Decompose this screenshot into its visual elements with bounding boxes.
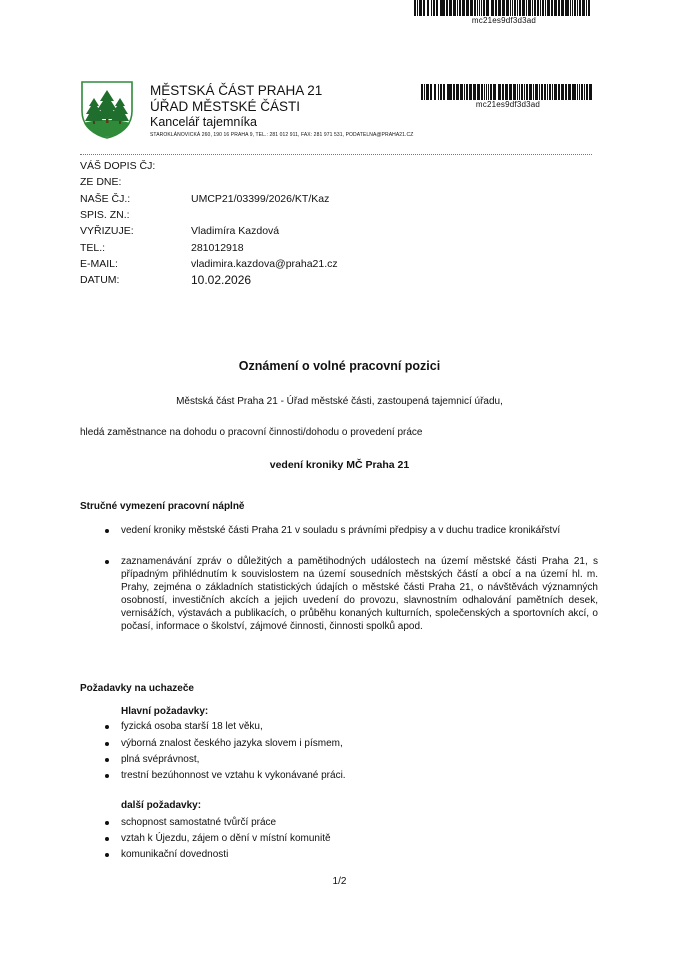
barcode-bar (517, 0, 518, 16)
barcode-bar (545, 0, 546, 16)
barcode-bar (561, 0, 564, 16)
barcode-bar (419, 0, 422, 16)
barcode-bar (510, 0, 511, 16)
barcode-bar (462, 0, 465, 16)
org-address: STAROKLÁNOVICKÁ 260, 190 16 PRAHA 9, TEL.: 281 012 911, FAX: 281 971 531, PODATELNA@PRAHA21.CZ (150, 132, 414, 138)
reference-label: TEL.: (80, 241, 106, 254)
reference-value: vladimira.kazdova@praha21.cz (191, 257, 338, 270)
page-number: 1/2 (332, 876, 347, 887)
requirement-item: fyzická osoba starší 18 let věku, (121, 721, 263, 732)
barcode-bar (581, 84, 583, 100)
barcode-bar (453, 0, 456, 16)
barcode-bar (477, 84, 480, 100)
duty-item: vedení kroniky městské části Praha 21 v souladu s právními předpisy a v duchu tradice kronikářství (121, 525, 561, 536)
barcode-bar (561, 84, 564, 100)
barcode-bar (542, 0, 544, 16)
barcode-bar (490, 84, 492, 100)
barcode-bar (586, 0, 587, 16)
top-barcode (414, 0, 594, 25)
requirement-item: trestní bezúhonnost ve vztahu k vykonávané práci. (121, 770, 346, 781)
barcode-bar (450, 84, 452, 100)
barcode-bar (526, 0, 527, 16)
barcode-bar (549, 84, 551, 100)
barcode-bar (513, 84, 516, 100)
section-duties-heading: Stručné vymezení pracovní náplně (80, 501, 245, 512)
barcode-bar (426, 84, 429, 100)
barcode-bar (443, 0, 445, 16)
barcode-bar (457, 0, 458, 16)
org-department: Kancelář tajemníka (150, 115, 258, 129)
section-requirements-heading: Požadavky na uchazeče (80, 683, 194, 694)
barcode-bar (466, 0, 469, 16)
header-barcode (421, 84, 595, 109)
municipal-logo (81, 81, 133, 144)
requirement-item: schopnost samostatné tvůrčí práce (121, 817, 277, 828)
barcode-bar (493, 84, 496, 100)
bullet-icon (105, 837, 109, 841)
header-divider (80, 154, 592, 155)
barcode-bar (573, 84, 576, 100)
bullet-icon (105, 560, 109, 564)
barcode-bar (495, 0, 497, 16)
barcode-bar (540, 0, 541, 16)
bullet-icon (105, 821, 109, 825)
reference-label: SPIS. ZN.: (80, 208, 130, 221)
barcode-bar (459, 0, 461, 16)
barcode-bar (517, 84, 518, 100)
duty-item: zaznamenávání zpráv o důležitých a pamětihodných událostech na území městské části Praha 21, s případným přihlédnutím k souvislostem na území sousedních městských částí a obcí a na území hl. m. Prahy, zejména o základních statistických údajích o městské části Praha 21, o návštěvách významných osobností, investičních akcích a jejich uvedení do provozu, slavnostním odhalování pamětních desek, vernisážích, výstavách a publikacích, o průběhu konaných kulturních, společenských a sportovních akcí, o počasí, informace o školství, zájmové činnosti, činnosti spolků apod. (121, 556, 598, 632)
barcode-bar (431, 0, 432, 16)
barcode-bar (522, 0, 525, 16)
barcode-bar (532, 0, 533, 16)
barcode-bar (506, 0, 509, 16)
other-requirements-heading: další požadavky: (121, 800, 202, 811)
barcode-bar (427, 0, 429, 16)
barcode-bar (579, 84, 580, 100)
barcode-bar (470, 0, 473, 16)
barcode-bar (483, 0, 485, 16)
barcode-bar (430, 84, 432, 100)
barcode-bar (492, 0, 494, 16)
seeking-text: hledá zaměstnance na dohodu o pracovní činnosti/dohodu o provedení práce (80, 427, 423, 438)
barcode-number: mc21es9df3d3ad (475, 100, 541, 109)
barcode-bar (443, 84, 445, 100)
barcode-bar (519, 0, 521, 16)
barcode-bar (486, 0, 489, 16)
barcode-bar (502, 0, 505, 16)
bullet-icon (105, 529, 109, 533)
barcode-bar (551, 0, 553, 16)
barcode-bar (579, 0, 581, 16)
barcode-bar (488, 84, 489, 100)
barcode-bar (589, 84, 592, 100)
bullet-icon (105, 774, 109, 778)
barcode-bar (535, 84, 538, 100)
barcode-bar (417, 0, 418, 16)
barcode-number: mc21es9df3d3ad (471, 16, 537, 25)
requirement-item: plná svéprávnost, (121, 754, 200, 765)
barcode-bars (414, 0, 594, 16)
barcode-bar (584, 84, 585, 100)
barcode-bar (484, 84, 485, 100)
barcode-bar (509, 84, 512, 100)
barcode-bar (436, 0, 438, 16)
barcode-bar (414, 0, 416, 16)
barcode-bar (577, 84, 578, 100)
barcode-bar (547, 0, 550, 16)
barcode-bar (568, 84, 571, 100)
barcode-bar (528, 0, 531, 16)
document-title: Oznámení o volné pracovní pozici (238, 359, 441, 373)
barcode-bar (529, 84, 532, 100)
barcode-bar (474, 0, 476, 16)
barcode-bar (500, 0, 501, 16)
barcode-bar (570, 0, 571, 16)
reference-value: 10.02.2026 (191, 273, 252, 288)
reference-value: Vladimíra Kazdová (191, 225, 280, 238)
barcode-bar (588, 0, 590, 16)
barcode-bar (433, 0, 435, 16)
barcode-bar (499, 84, 501, 100)
intro-text: Městská část Praha 21 - Úřad městské části, zastoupená tajemnicí úřadu, (176, 396, 503, 407)
barcode-bar (446, 0, 448, 16)
barcode-bar (460, 84, 463, 100)
barcode-bar (586, 84, 588, 100)
barcode-bar (521, 84, 523, 100)
reference-label: ZE DNE: (80, 176, 122, 189)
barcode-bar (512, 0, 513, 16)
barcode-bar (438, 84, 439, 100)
barcode-bar (466, 84, 468, 100)
barcode-bar (479, 0, 480, 16)
barcode-bar (552, 84, 553, 100)
barcode-bar (481, 0, 482, 16)
barcode-bar (554, 84, 557, 100)
barcode-bar (565, 84, 567, 100)
requirement-item: vztah k Újezdu, zájem o dění v místní komunitě (121, 833, 331, 844)
reference-value: 281012918 (191, 241, 244, 254)
main-requirements-heading: Hlavní požadavky: (121, 706, 209, 717)
barcode-bar (440, 84, 442, 100)
barcode-bar (469, 84, 472, 100)
barcode-bar (574, 0, 576, 16)
position-title: vedení kroniky MČ Praha 21 (269, 459, 410, 471)
org-name: MĚSTSKÁ ČÁST PRAHA 21 (150, 83, 323, 98)
barcode-bar (524, 84, 525, 100)
barcode-bar (464, 84, 465, 100)
barcode-bar (554, 0, 557, 16)
reference-label: VÁŠ DOPIS ČJ: (80, 160, 156, 172)
barcode-bar (453, 84, 455, 100)
barcode-bar (424, 84, 425, 100)
reference-label: DATUM: (80, 274, 120, 287)
barcode-bar (423, 0, 425, 16)
barcode-bar (558, 84, 560, 100)
barcode-bar (533, 84, 534, 100)
bullet-icon (105, 853, 109, 857)
barcode-bar (541, 84, 543, 100)
tree-shield-icon (81, 81, 133, 139)
barcode-bar (481, 84, 483, 100)
reference-label: VYŘIZUJE: (80, 225, 134, 238)
barcode-bar (566, 0, 569, 16)
barcode-bar (456, 84, 459, 100)
barcode-bar (486, 84, 487, 100)
barcode-bar (572, 0, 573, 16)
barcode-bar (537, 0, 539, 16)
barcode-bar (477, 0, 478, 16)
barcode-bar (539, 84, 540, 100)
barcode-bar (577, 0, 578, 16)
barcode-bar (449, 0, 452, 16)
requirement-item: výborná znalost českého jazyka slovem i písmem, (121, 738, 343, 749)
org-office: ÚŘAD MĚSTSKÉ ČÁSTI (150, 99, 301, 114)
barcode-bar (514, 0, 516, 16)
barcode-bar (434, 84, 436, 100)
barcode-bars (421, 84, 595, 100)
barcode-bar (547, 84, 548, 100)
barcode-bar (519, 84, 520, 100)
reference-label: E-MAIL: (80, 257, 118, 270)
barcode-bar (421, 84, 423, 100)
requirement-item: komunikační dovednosti (121, 849, 229, 860)
bullet-icon (105, 742, 109, 746)
barcode-bar (502, 84, 504, 100)
barcode-bar (534, 0, 536, 16)
barcode-bar (544, 84, 546, 100)
bullet-icon (105, 758, 109, 762)
reference-label: NAŠE ČJ.: (80, 192, 131, 205)
barcode-bar (582, 0, 585, 16)
reference-value: UMCP21/03399/2026/KT/Kaz (191, 192, 330, 205)
barcode-bar (473, 84, 476, 100)
barcode-bar (526, 84, 528, 100)
barcode-bar (558, 0, 560, 16)
bullet-icon (105, 725, 109, 729)
barcode-bar (507, 84, 508, 100)
